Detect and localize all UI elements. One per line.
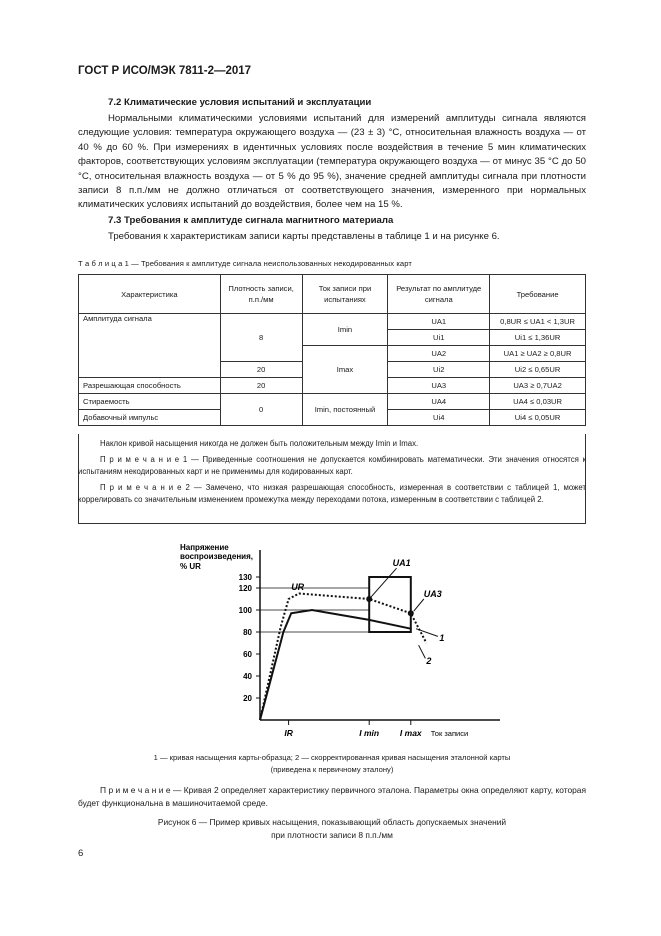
cell-imin: Imin <box>302 314 388 346</box>
figure-note: П р и м е ч а н и е — Кривая 2 определяет характеристику первичного эталона. Параметры окна определяют карту, которая будет функциональна в машиночитаемой среде. <box>78 785 586 808</box>
cell-req-ui1: Ui1 ≤ 1,36UR <box>490 330 586 346</box>
header-current: Ток записи при испытаниях <box>302 275 388 314</box>
point-UA1 <box>366 596 372 602</box>
label-curve-2: 2 <box>426 655 432 666</box>
header-density: Плотность записи, п.п./мм <box>220 275 302 314</box>
note-2: П р и м е ч а н и е 2 — Замечено, что низкая разрешающая способность, измеренная в соответствии с таблицей 1, может коррелировать со значительным изменением промежутка между переходами потока, измеренным в соответствии с таблицей 2. <box>78 482 586 504</box>
x-marker-label: I min <box>359 728 380 738</box>
label-ur: UR <box>291 582 305 593</box>
y-axis-title-3: % UR <box>180 562 201 571</box>
cell-erasability: Стираемость <box>79 394 221 410</box>
leader-ua1 <box>371 568 396 597</box>
cell-amplitude: Амплитуда сигнала <box>79 314 221 378</box>
note-1: П р и м е ч а н и е 1 — Приведенные соотношения не допускается комбинировать математически. Эти значения относятся к испытаниям некодированных карт и не применимы для кодированных карт. <box>78 454 587 476</box>
y-tick-label: 100 <box>238 606 252 615</box>
figure-title: Рисунок 6 — Пример кривых насыщения, показывающий область допускаемых значений при плотности записи 8 п.п./мм <box>157 817 507 840</box>
document-header: ГОСТ Р ИСО/МЭК 7811-2—2017 <box>78 65 252 77</box>
cell-req-ua3: UA3 ≥ 0,7UA2 <box>490 378 586 394</box>
cell-ui4: Ui4 <box>388 410 490 426</box>
figure-legend: 1 — кривая насыщения карты-образца; 2 — скорректированная кривая насыщения эталонной карты (приведена к первичному эталону) <box>153 753 511 774</box>
y-tick-label: 120 <box>238 584 252 593</box>
section-7-3-text: Требования к характеристикам записи карты представлены в таблице 1 и на рисунке 6. <box>108 231 500 242</box>
cell-resolution: Разрешающая способность <box>79 378 221 394</box>
saturation-chart <box>170 540 510 740</box>
cell-ui2: Ui2 <box>388 362 490 378</box>
y-tick-label: 40 <box>243 672 252 681</box>
chart-curves <box>260 594 426 721</box>
cell-density-20a: 20 <box>220 362 302 378</box>
cell-imin-dc: Imin, постоянный <box>302 394 388 426</box>
leader-ua3 <box>414 599 424 611</box>
section-7-2-text: Нормальными климатическими условиями испытаний для измерений амплитуды сигнала являются следующие условия: температура окружающего воздуха — (23 ± 3) °С, относительная влажность воздуха — от 40 % до 60 %. При измерениях в идентичных условиях после воздействия в течение 5 мин климатических факторов, соответствующих условиям эксплуатации (температура окружающего воздуха — от минус 35 °С до 50 °С, относительная влажность воздуха — от 5 % до 95 %), значение средней амплитуды сигнала при плотности записи 8 п.п./мм не должно отличаться от соответствующего значения, измеренного при нормальных климатических условиях испытаний до воздействия, более чем на 15 %. <box>78 113 586 211</box>
section-7-3-title: 7.3 Требования к амплитуде сигнала магнитного материала <box>108 215 394 226</box>
leader-curve-1 <box>416 629 438 637</box>
header-characteristic: Характеристика <box>79 275 221 314</box>
cell-req-ua1: 0,8UR ≤ UA1 < 1,3UR <box>490 314 586 330</box>
cell-req-ua4: UA4 ≤ 0,03UR <box>490 394 586 410</box>
cell-extra-pulse: Добавочный импульс <box>79 410 221 426</box>
page-number: 6 <box>78 848 84 859</box>
cell-req-ui4: Ui4 ≤ 0,05UR <box>490 410 586 426</box>
cell-density-20b: 20 <box>220 378 302 394</box>
label-ua3: UA3 <box>423 588 442 599</box>
x-marker-label: IR <box>284 728 293 738</box>
y-axis-title-2: воспроизведения, <box>180 552 253 561</box>
cell-req-ui2: Ui2 ≤ 0,65UR <box>490 362 586 378</box>
y-tick-label: 80 <box>243 628 252 637</box>
cell-imax: Imax <box>302 346 388 394</box>
slope-line: Наклон кривой насыщения никогда не должен быть положительным между Imin и Imax. <box>100 439 419 448</box>
table-notes <box>78 438 586 510</box>
point-UA3 <box>408 610 414 616</box>
header-requirement: Требование <box>490 275 586 314</box>
cell-density-0: 0 <box>220 394 302 426</box>
x-marker-label: I max <box>399 728 422 738</box>
header-result: Результат по амплитуде сигнала <box>388 275 490 314</box>
series-line-1 <box>260 610 411 720</box>
table-1 <box>78 274 586 426</box>
leader-curve-2 <box>419 645 426 658</box>
cell-density-8: 8 <box>220 314 302 362</box>
x-axis-title: Ток записи <box>430 729 469 738</box>
table-caption: Т а б л и ц а 1 — Требования к амплитуде сигнала неиспользованных некодированных карт <box>78 259 412 268</box>
y-axis-title-1: Напряжение <box>180 543 229 552</box>
y-tick-label: 60 <box>243 650 252 659</box>
section-7-2-title: 7.2 Климатические условия испытаний и эксплуатации <box>108 97 372 108</box>
cell-req-ua2: UA1 ≥ UA2 ≥ 0,8UR <box>490 346 586 362</box>
series-line-2 <box>260 594 426 721</box>
chart-axes <box>260 550 500 720</box>
y-tick-label: 20 <box>243 694 252 703</box>
label-ua1: UA1 <box>392 558 411 568</box>
cell-ua4: UA4 <box>388 394 490 410</box>
cell-ui1: Ui1 <box>388 330 490 346</box>
cell-ua3: UA3 <box>388 378 490 394</box>
chart-labels <box>291 558 444 666</box>
y-tick-label: 130 <box>238 573 252 582</box>
cell-ua2: UA2 <box>388 346 490 362</box>
label-curve-1: 1 <box>439 632 445 643</box>
cell-ua1: UA1 <box>388 314 490 330</box>
